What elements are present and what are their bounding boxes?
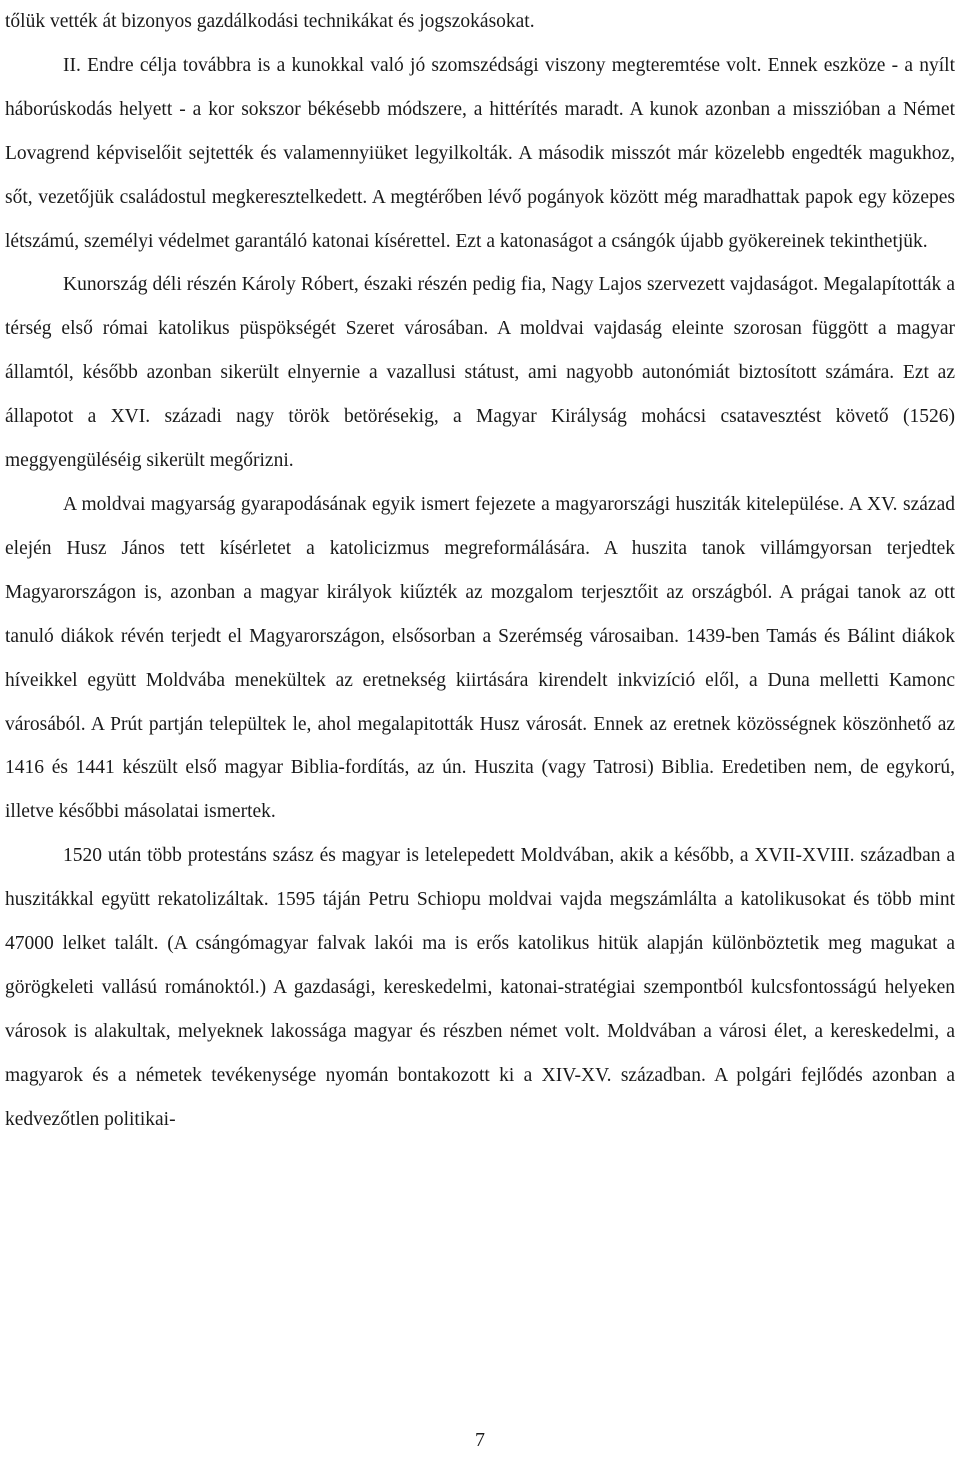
paragraph: 1520 után több protestáns szász és magyar is letelepedett Moldvában, akik a később, a XVII-XVIII. században a huszitákkal együtt rekatolizáltak. 1595 táján Petru Schiopu moldvai vajda megszámlálta a katolikusokat és több mint 47000 lelket talált. (A csángómagyar falvak lakói ma is erős katolikus hitük alapján különböztetik meg magukat a görögkeleti vallású románoktól.) A gazdasági, kereskedelmi, katonai-stratégiai szempontból kulcsfontosságú helyeken városok is alakultak, melyeknek lakossága magyar és részben német volt. Moldvában a városi élet, a kereskedelmi, a magyarok és a németek tevékenysége nyomán bontakozott ki a XIV-XV. században. A polgári fejlődés azonban a kedvezőtlen politikai-: [5, 845, 955, 1130]
body-text: [5, 0, 955, 1142]
paragraph: Kunország déli részén Károly Róbert, északi részén pedig fia, Nagy Lajos szervezett vajdaságot. Megalapították a térség első római katolikus püspökségét Szeret városában. A moldvai vajdaság eleinte szorosan függött a magyar államtól, később azonban sikerült elnyernie a vazallusi státust, ami nagyobb autonómiát biztosított számára. Ezt az állapotot a XVI. századi nagy török betörésekig, a Magyar Királyság mohácsi csatavesztést követő (1526) meggyengüléséig sikerült megőrizni.: [5, 274, 955, 472]
paragraph: II. Endre célja továbbra is a kunokkal való jó szomszédsági viszony megteremtése volt. Ennek eszköze - a nyílt háborúskodás helyett - a kor sokszor békésebb módszere, a hittérítés maradt. A kunok azonban a misszióban a Német Lovagrend képviselőit sejtették és valamennyiüket legyilkolták. A második misszót már közelebb engedték magukhoz, sőt, vezetőjük családostul megkeresztelkedett. A megtérőben lévő pogányok között még maradhattak papok egy közepes létszámú, személyi védelmet garantáló katonai kísérettel. Ezt a katonaságot a csángók újabb gyökereinek tekinthetjük.: [5, 54, 955, 252]
paragraph: A moldvai magyarság gyarapodásának egyik ismert fejezete a magyarországi husziták kitelepülése. A XV. század elején Husz János tett kísérletet a katolicizmus megreformálására. A huszita tanok villámgyorsan terjedtek Magyarországon is, azonban a magyar királyok kiűzték az mozgalom terjesztőit az országból. A prágai tanok az ott tanuló diákok révén terjedt el Magyarországon, elsősorban a Szerémség városaiban. 1439-ben Tamás és Bálint diákok híveikkel együtt Moldvába menekültek az eretnekség kiirtására kirendelt inkvizíció elől, a Duna melletti Kamonc városából. A Prút partján települtek le, ahol megalapitották Husz városát. Ennek az eretnek közösségnek köszönhető az 1416 és 1441 készült első magyar Biblia-fordítás, az ún. Huszita (vagy Tatrosi) Biblia. Eredetiben nem, de egykorú, illetve későbbi másolatai ismertek.: [5, 493, 955, 823]
page-number: 7: [475, 1429, 485, 1451]
paragraph-continuation: tőlük vették át bizonyos gazdálkodási technikákat és jogszokásokat.: [5, 11, 535, 32]
